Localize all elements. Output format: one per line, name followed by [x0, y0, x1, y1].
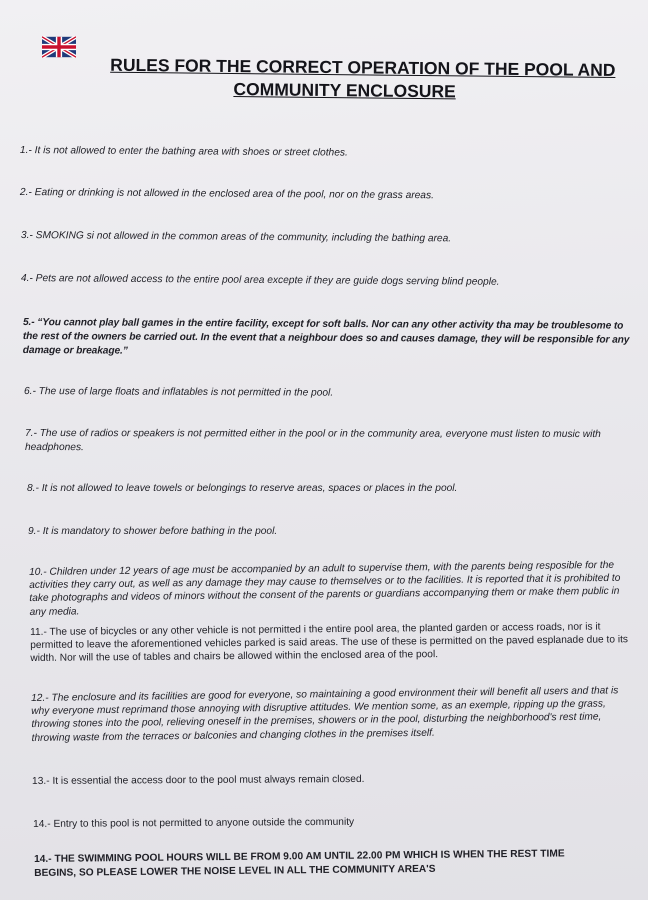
rule-3: 3.- SMOKING si not allowed in the common areas of the community, including the bathing area.	[20, 229, 452, 245]
rule-12: 12.- The enclosure and its facilities are good for everyone, so maintaining a good environment their will benefit all users and that is why everyone must reprimand those annoying with disruptive attitudes. We mention some, as an exemple, ripping up the grass, throwing stones into the pool, relieving oneself in the premises, showers or in the pool, disturbing the neighborhood's rest time, throwing waste from the terraces or balconies and changing clothes in the premises itself.	[31, 685, 619, 744]
rule-10: 10.- Children under 12 years of age must be accompanied by an adult to supervise them, with the parents being resposible for the activities they carry out, as well as any damage they may cause to themselves or to the facilities. It is reported that it is prohibited to take photographs and videos of minors without the consent of the parents or guardians accompanying them or make them public in any media.	[29, 559, 621, 618]
rule-6: 6.- The use of large floats and inflatables is not permitted in the pool.	[23, 386, 334, 399]
rule-7: 7.- The use of radios or speakers is not permitted either in the pool or in the community area, everyone must listen to music with headphones.	[24, 428, 601, 454]
title-line-1: RULES FOR THE CORRECT OPERATION OF THE POOL AND	[110, 54, 616, 81]
rule-15-pool-hours: 14.- THE SWIMMING POOL HOURS WILL BE FROM 9.00 AM UNTIL 22.00 PM WHICH IS WHEN THE REST TIME BEGINS, SO PLEASE LOWER THE NOISE LEVEL IN ALL THE COMMUNITY AREA'S	[34, 848, 565, 879]
rule-8: 8.- It is not allowed to leave towels or belongings to reserve areas, spaces or places in the pool.	[27, 483, 458, 494]
rule-14: 14.- Entry to this pool is not permitted to anyone outside the community	[33, 816, 355, 830]
rule-11: 11.- The use of bicycles or any other vehicle is not permitted i the entire pool area, the planted garden or access roads, nor is it permitted to leave the aforementioned vehicles parked is said areas. The use of these is permitted on the paved esplanade due to its width. Nor will the use of tables and chairs be allowed within the enclosed area of the pool.	[30, 621, 629, 665]
rule-5: 5.- “You cannot play ball games in the entire facility, except for soft balls. Nor can any other activity tha may be troublesome to the rest of the owners be carried out. In the event that a neighbour does so and causes damage, they will be responsible for any damage or breakage.”	[22, 316, 630, 357]
page-title	[40, 52, 648, 105]
rule-13: 13.- It is essential the access door to the pool must always remain closed.	[32, 773, 365, 787]
title-line-2: COMMUNITY ENCLOSURE	[233, 79, 456, 102]
rule-4: 4.- Pets are not allowed access to the entire pool area excepte if they are guide dogs serving blind people.	[20, 272, 500, 288]
rule-2: 2.- Eating or drinking is not allowed in the enclosed area of the pool, nor on the grass areas.	[19, 186, 434, 202]
rule-9: 9.- It is mandatory to shower before bathing in the pool.	[28, 526, 278, 537]
rule-1: 1.- It is not allowed to enter the bathing area with shoes or street clothes.	[19, 144, 348, 159]
